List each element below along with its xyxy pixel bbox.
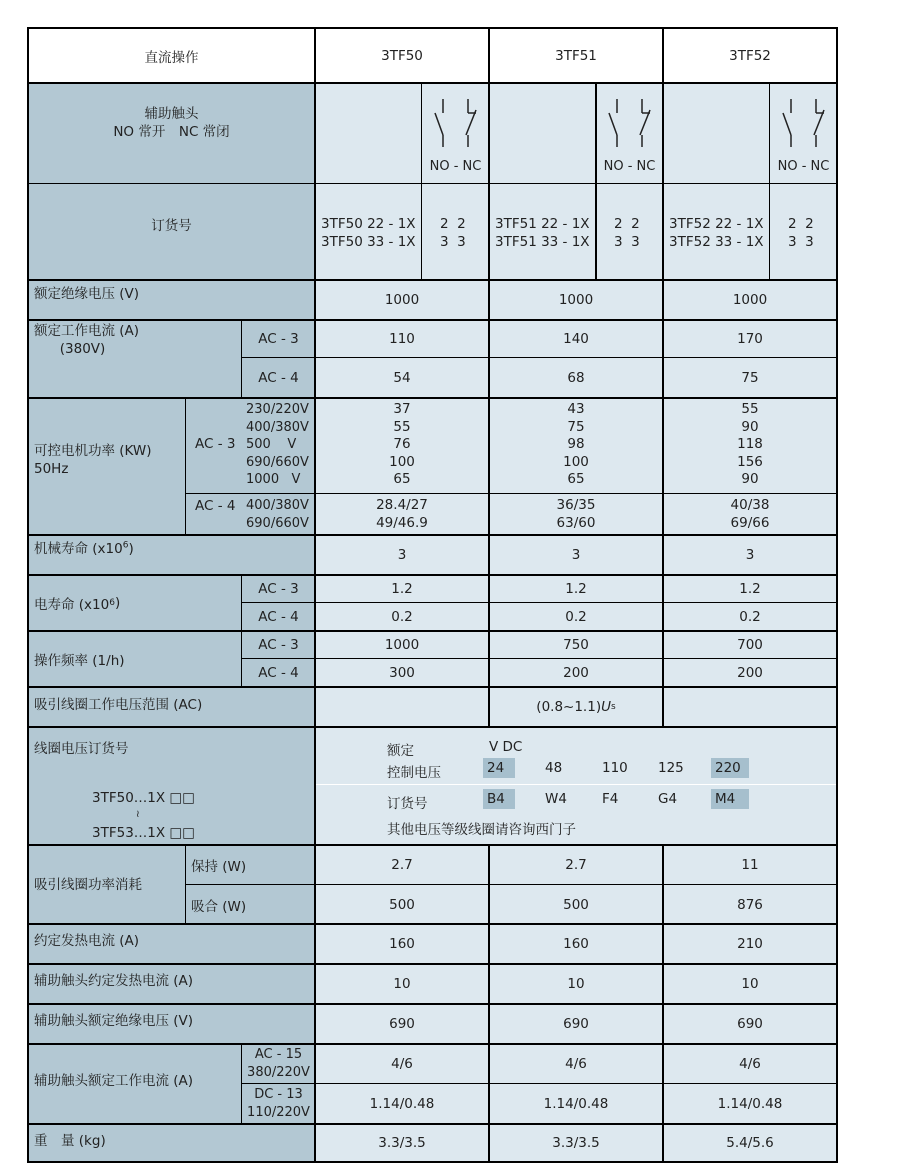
coil-order-separator xyxy=(315,784,837,785)
aux-type-label: NO - NC xyxy=(777,159,830,174)
elec-life-ac4-label: AC - 4 xyxy=(242,603,315,631)
insulation-voltage-label: 额定绝缘电压 (V) xyxy=(28,280,315,320)
elec-life-ac3-3tf52: 1.2 xyxy=(663,575,837,603)
order-counts-3tf50: 2 2 3 3 xyxy=(422,184,489,280)
aux-insulation-3tf52: 690 xyxy=(663,1004,837,1044)
motor-power-label: 可控电机功率 (KW) 50Hz xyxy=(28,398,186,535)
coil-voltage-220: 220 xyxy=(711,758,749,778)
op-freq-ac4-3tf51: 200 xyxy=(489,659,663,687)
mech-life-3tf51: 3 xyxy=(489,535,663,575)
elec-life-ac4-3tf50: 0.2 xyxy=(315,603,489,631)
grid-col-divider-1 xyxy=(488,27,490,727)
grid-h-398 xyxy=(27,397,838,399)
grid-h-320 xyxy=(27,319,838,321)
order-counts-3tf52: 2 2 3 3 xyxy=(770,184,837,280)
elec-life-ac4-3tf52: 0.2 xyxy=(663,603,837,631)
no-nc-contact-icon xyxy=(596,83,663,155)
coil-voltage-24: 24 xyxy=(483,758,515,778)
rated-current-ac3-label: AC - 3 xyxy=(242,320,315,358)
aux-insulation-3tf51: 690 xyxy=(489,1004,663,1044)
coil-power-hold-3tf52: 11 xyxy=(663,845,837,885)
motor-power-ac3-voltages: 230/220V 400/380V 500 V 690/660V 1000 V xyxy=(246,402,309,487)
aux-contacts-label-line1: 辅助触头 xyxy=(144,106,199,122)
coil-power-pickup-3tf51: 500 xyxy=(489,885,663,924)
aux-thermal-3tf52: 10 xyxy=(663,964,837,1004)
grid-sub-divider-2 xyxy=(595,83,597,280)
grid-h-687 xyxy=(27,686,838,688)
aux-thermal-label: 辅助触头约定发热电流 (A) xyxy=(28,964,315,1004)
motor-power-ac3-3tf50: 37 55 76 100 65 xyxy=(315,398,489,494)
coil-power-pickup-3tf52: 876 xyxy=(663,885,837,924)
rated-current-label: 额定工作电流 (A) (380V) xyxy=(28,320,242,398)
weight-3tf51: 3.3/3.5 xyxy=(489,1124,663,1162)
grid-h-845 xyxy=(27,844,838,846)
grid-aux-current-split xyxy=(241,1044,242,1124)
aux-current-dc13-3tf50: 1.14/0.48 xyxy=(315,1084,489,1124)
motor-power-ac3-3tf51: 43 75 98 100 65 xyxy=(489,398,663,494)
rated-current-ac4-3tf50: 54 xyxy=(315,358,489,398)
order-code-3tf52: 3TF52 22 - 1X 3TF52 33 - 1X xyxy=(663,184,770,280)
rated-current-ac3-3tf50: 110 xyxy=(315,320,489,358)
coil-code-f4: F4 xyxy=(602,791,619,807)
coil-order-label: 线圈电压订货号 xyxy=(34,741,129,757)
grid-h-1044 xyxy=(27,1043,838,1045)
rated-current-ac4-label: AC - 4 xyxy=(242,358,315,398)
coil-code-m4: M4 xyxy=(711,789,749,809)
coil-order-pattern-2: 3TF53…1X □□ xyxy=(92,825,195,841)
motor-power-ac3-label: AC - 3 xyxy=(195,436,236,452)
aux-symbol-cell-3tf50 xyxy=(422,83,489,184)
thermal-current-3tf50: 160 xyxy=(315,924,489,964)
mech-life-3tf50: 3 xyxy=(315,535,489,575)
coil-code-b4: B4 xyxy=(483,789,515,809)
aux-current-ac15-3tf51: 4/6 xyxy=(489,1044,663,1084)
coil-power-label: 吸引线圈功率消耗 xyxy=(28,845,186,924)
grid-h-184 xyxy=(27,183,838,184)
weight-3tf50: 3.3/3.5 xyxy=(315,1124,489,1162)
aux-current-ac15-label: AC - 15 380/220V xyxy=(242,1044,315,1084)
coil-order-note: 其他电压等级线圈请咨询西门子 xyxy=(387,822,576,838)
grid-sub-divider-3 xyxy=(769,83,770,280)
coil-order-pattern-1: 3TF50…1X □□ xyxy=(92,790,195,806)
coil-power-hold-label: 保持 (W) xyxy=(186,845,315,885)
grid-col-divider-2 xyxy=(662,27,664,727)
coil-order-rated-label: 额定 xyxy=(387,743,414,759)
aux-blank-3tf51 xyxy=(489,83,596,184)
grid-h-659 xyxy=(242,658,838,659)
grid-h-964 xyxy=(27,963,838,965)
motor-power-ac4-voltages: 400/380V 690/660V xyxy=(246,498,309,531)
coil-range-subscript: s xyxy=(610,702,616,712)
mech-life-exponent: 6 xyxy=(122,540,129,551)
elec-life-label-end: ) xyxy=(114,595,121,611)
motor-power-ac3-group xyxy=(186,398,315,494)
elec-life-ac3-label: AC - 3 xyxy=(242,575,315,603)
grid-h-1084 xyxy=(242,1083,838,1084)
grid-right-border xyxy=(836,27,838,1163)
coil-range-label: 吸引线圈工作电压范围 (AC) xyxy=(28,687,315,727)
grid-sub-divider-1 xyxy=(421,83,422,280)
op-freq-ac3-label: AC - 3 xyxy=(242,631,315,659)
insulation-voltage-3tf50: 1000 xyxy=(315,280,489,320)
coil-range-text: (0.8~1.1) xyxy=(536,699,602,715)
weight-3tf52: 5.4/5.6 xyxy=(663,1124,837,1162)
coil-range-value xyxy=(315,687,837,727)
aux-type-label: NO - NC xyxy=(603,159,656,174)
elec-life-label xyxy=(28,575,242,631)
header-title: 直流操作 xyxy=(28,28,315,83)
thermal-current-3tf52: 210 xyxy=(663,924,837,964)
order-code-3tf51: 3TF51 22 - 1X 3TF51 33 - 1X xyxy=(489,184,596,280)
op-freq-ac4-label: AC - 4 xyxy=(242,659,315,687)
coil-voltage-125: 125 xyxy=(658,760,684,776)
elec-life-exponent: 6 xyxy=(109,598,115,608)
motor-power-ac4-label: AC - 4 xyxy=(195,498,236,514)
grid-label-divider xyxy=(314,27,316,1163)
coil-power-hold-3tf51: 2.7 xyxy=(489,845,663,885)
thermal-current-label: 约定发热电流 (A) xyxy=(28,924,315,964)
elec-life-ac3-3tf51: 1.2 xyxy=(489,575,663,603)
rated-current-ac3-3tf52: 170 xyxy=(663,320,837,358)
aux-type-label: NO - NC xyxy=(429,159,482,174)
aux-insulation-3tf50: 690 xyxy=(315,1004,489,1044)
coil-order-tilde: ≀ xyxy=(136,809,140,820)
coil-power-pickup-3tf50: 500 xyxy=(315,885,489,924)
aux-blank-3tf52 xyxy=(663,83,770,184)
motor-power-ac4-3tf51: 36/35 63/60 xyxy=(489,494,663,535)
coil-power-pickup-label: 吸合 (W) xyxy=(186,885,315,924)
rated-current-ac4-3tf52: 75 xyxy=(663,358,837,398)
coil-order-order-label: 订货号 xyxy=(387,796,428,812)
grid-h-280 xyxy=(27,279,838,281)
mech-life-label-end: ) xyxy=(128,541,134,557)
coil-code-w4: W4 xyxy=(545,791,567,807)
elec-life-ac4-3tf51: 0.2 xyxy=(489,603,663,631)
model-3tf51: 3TF51 xyxy=(489,28,663,83)
aux-symbol-cell-3tf51 xyxy=(596,83,663,184)
grid-h-631 xyxy=(27,630,838,632)
rated-current-ac3-3tf51: 140 xyxy=(489,320,663,358)
grid-h-727 xyxy=(27,726,838,728)
aux-thermal-3tf50: 10 xyxy=(315,964,489,1004)
motor-power-ac3-3tf52: 55 90 118 156 90 xyxy=(663,398,837,494)
grid-h-358 xyxy=(242,357,838,358)
coil-code-g4: G4 xyxy=(658,791,678,807)
aux-current-dc13-3tf52: 1.14/0.48 xyxy=(663,1084,837,1124)
grid-top-border xyxy=(27,27,838,29)
aux-contacts-label-line2: NO 常开 NC 常闭 xyxy=(113,124,230,140)
grid-h-494 xyxy=(186,493,838,494)
mech-life-label-text: 机械寿命 (x10 xyxy=(34,541,123,557)
grid-h-603 xyxy=(242,602,838,603)
coil-voltage-48: 48 xyxy=(545,760,563,776)
grid-h-885 xyxy=(186,884,838,885)
grid-h-924 xyxy=(27,923,838,925)
motor-power-ac4-3tf50: 28.4/27 49/46.9 xyxy=(315,494,489,535)
mech-life-3tf52: 3 xyxy=(663,535,837,575)
no-nc-contact-icon xyxy=(422,83,489,155)
coil-order-vdc: V DC xyxy=(489,739,523,755)
no-nc-contact-icon xyxy=(770,83,837,155)
order-counts-3tf51: 2 2 3 3 xyxy=(596,184,663,280)
op-freq-ac4-3tf52: 200 xyxy=(663,659,837,687)
mech-life-label xyxy=(28,535,315,575)
grid-motor-power-split xyxy=(185,398,186,535)
aux-insulation-label: 辅助触头额定绝缘电压 (V) xyxy=(28,1004,315,1044)
thermal-current-3tf51: 160 xyxy=(489,924,663,964)
model-3tf52: 3TF52 xyxy=(663,28,837,83)
coil-voltage-110: 110 xyxy=(602,760,628,776)
coil-order-content xyxy=(315,727,837,845)
aux-symbol-cell-3tf52 xyxy=(770,83,837,184)
weight-label: 重 量 (kg) xyxy=(28,1124,315,1162)
elec-life-ac3-3tf50: 1.2 xyxy=(315,575,489,603)
coil-range-symbol: U xyxy=(601,699,611,715)
grid-left-border xyxy=(27,27,29,1163)
op-freq-label: 操作频率 (1/h) xyxy=(28,631,242,687)
order-no-label: 订货号 xyxy=(28,184,315,280)
grid-h-575 xyxy=(27,574,838,576)
grid-bottom-border xyxy=(27,1161,838,1163)
grid-h-83 xyxy=(27,82,838,84)
coil-order-control-voltage-label: 控制电压 xyxy=(387,765,441,781)
op-freq-ac3-3tf52: 700 xyxy=(663,631,837,659)
model-3tf50: 3TF50 xyxy=(315,28,489,83)
aux-current-label: 辅助触头额定工作电流 (A) xyxy=(28,1044,242,1124)
elec-life-label-text: 电寿命 (x10 xyxy=(34,597,110,613)
aux-current-dc13-3tf51: 1.14/0.48 xyxy=(489,1084,663,1124)
aux-blank-3tf50 xyxy=(315,83,422,184)
aux-current-ac15-3tf50: 4/6 xyxy=(315,1044,489,1084)
insulation-voltage-3tf52: 1000 xyxy=(663,280,837,320)
insulation-voltage-3tf51: 1000 xyxy=(489,280,663,320)
op-freq-ac4-3tf50: 300 xyxy=(315,659,489,687)
rated-current-ac4-3tf51: 68 xyxy=(489,358,663,398)
coil-order-label-cell xyxy=(28,727,315,845)
grid-h-535 xyxy=(27,534,838,536)
aux-current-dc13-label: DC - 13 110/220V xyxy=(242,1084,315,1124)
grid-h-1124 xyxy=(27,1123,838,1125)
motor-power-ac4-group xyxy=(186,494,315,535)
motor-power-ac4-3tf52: 40/38 69/66 xyxy=(663,494,837,535)
order-code-3tf50: 3TF50 22 - 1X 3TF50 33 - 1X xyxy=(315,184,422,280)
aux-contacts-label xyxy=(28,83,315,184)
aux-current-ac15-3tf52: 4/6 xyxy=(663,1044,837,1084)
grid-rated-current-split xyxy=(241,320,242,398)
op-freq-ac3-3tf50: 1000 xyxy=(315,631,489,659)
grid-h-1004 xyxy=(27,1003,838,1005)
aux-thermal-3tf51: 10 xyxy=(489,964,663,1004)
coil-power-hold-3tf50: 2.7 xyxy=(315,845,489,885)
op-freq-ac3-3tf51: 750 xyxy=(489,631,663,659)
